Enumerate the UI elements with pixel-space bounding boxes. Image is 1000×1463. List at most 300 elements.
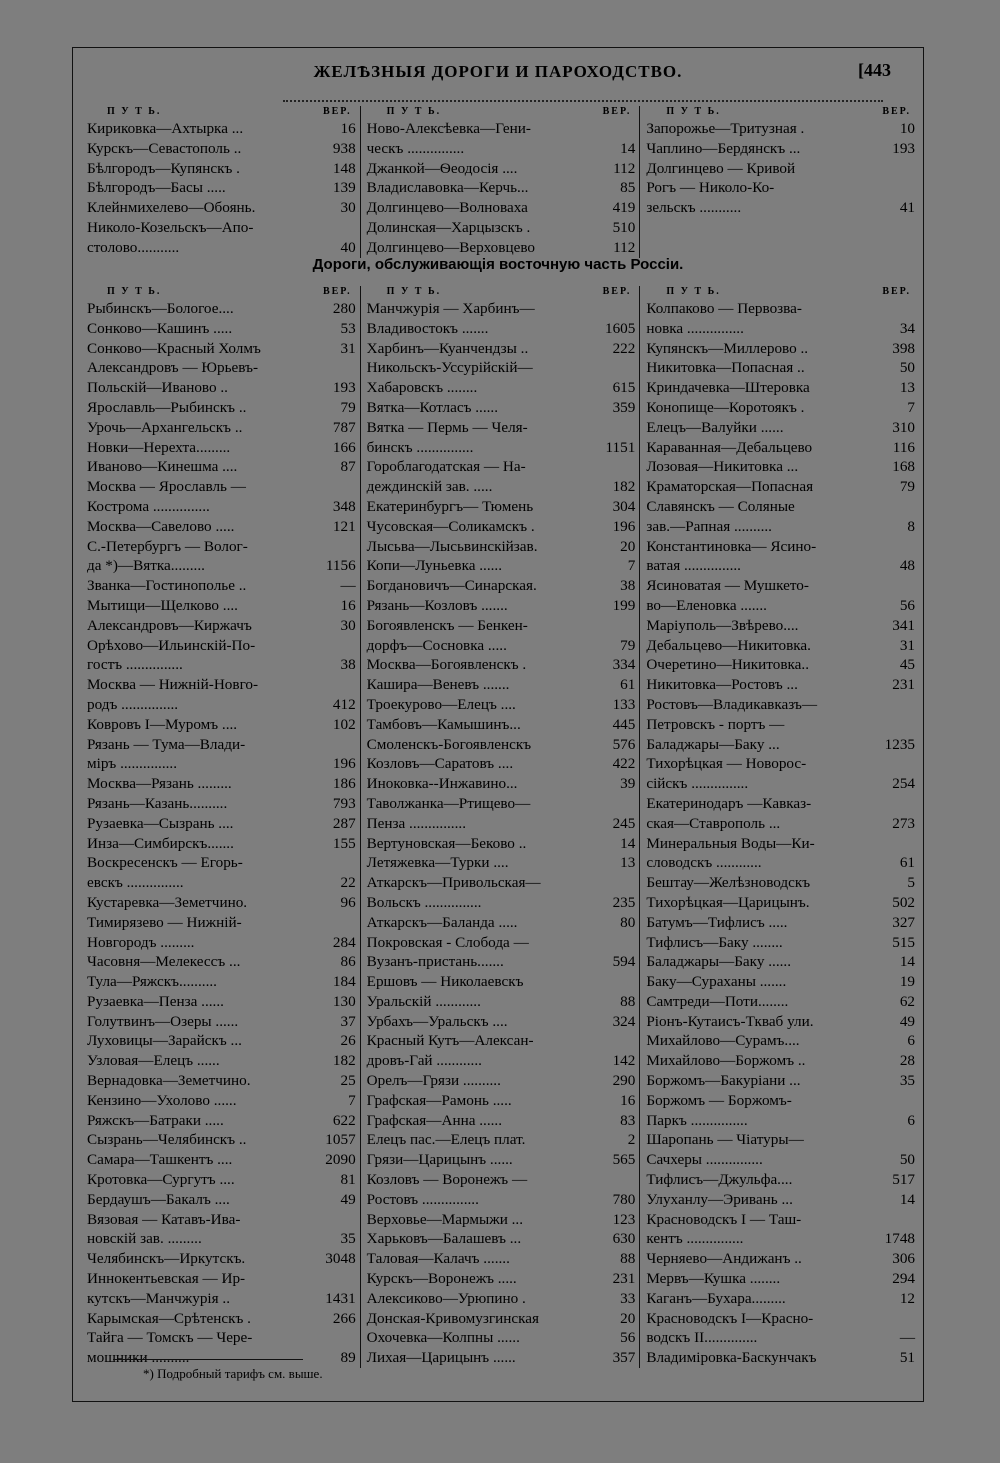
route-distance: 20 (620, 537, 636, 555)
route-entry (367, 655, 636, 675)
route-name: Константиновка— Ясино- ватая ............... (646, 537, 817, 575)
route-distance: 16 (340, 120, 356, 137)
route-distance: 6 (907, 1111, 916, 1129)
route-entry (646, 675, 915, 695)
route-name: Михайлово—Сурамъ.... (646, 1032, 800, 1050)
route-header-label: П У Т Ь. (107, 106, 162, 117)
route-entry (87, 398, 356, 418)
route-entry (87, 735, 356, 775)
route-name: Екатеринодаръ —Кавказ- ская—Ставрополь ... (646, 794, 812, 832)
route-name: Тула—Ряжскъ.......... (87, 973, 217, 991)
column-header (646, 286, 915, 299)
route-entry (87, 1051, 356, 1071)
route-name: Никольскъ-Уссурійскій— Хабаровскъ ........ (366, 359, 533, 397)
column-header (87, 106, 356, 119)
route-entry (367, 1130, 636, 1150)
route-distance: 254 (892, 775, 916, 793)
route-name: Александровъ — Юрьевъ- Польскій—Иваново .. (87, 359, 258, 397)
route-distance: 565 (612, 1151, 636, 1169)
route-distance: 79 (620, 636, 636, 654)
route-name: Сызрань—Челябинскъ .. (87, 1131, 247, 1149)
route-distance: 334 (612, 656, 636, 674)
route-entry (646, 754, 915, 794)
route-distance: 266 (332, 1309, 356, 1327)
route-distance: 34 (899, 319, 916, 337)
route-distance: 16 (340, 596, 356, 614)
route-entry (646, 655, 915, 675)
route-name: Красноводскъ I—Красно- водскъ II.............. (646, 1309, 814, 1347)
route-entry (367, 1269, 636, 1289)
route-distance: 938 (332, 139, 356, 157)
route-entry (646, 834, 915, 874)
route-entry (367, 853, 636, 873)
route-name: Ярославль—Рыбинскъ .. (87, 398, 247, 416)
route-entry (646, 339, 915, 359)
route-entry (367, 616, 636, 656)
route-name: Карымская—Срѣтенскъ . (87, 1309, 251, 1327)
route-name: Сонково—Красный Холмъ (87, 339, 261, 357)
route-distance: 1605 (604, 319, 636, 337)
route-distance: 121 (332, 517, 356, 535)
route-name: Сонково—Кашинъ ..... (87, 319, 233, 337)
route-name: Рязань—Казань.......... (87, 794, 228, 812)
route-entry (87, 1170, 356, 1190)
route-distance: 193 (332, 379, 356, 397)
route-distance: 14 (899, 1190, 916, 1208)
route-distance: 3048 (325, 1250, 356, 1268)
route-name: Николо-Козельскъ—Апо- столово........... (87, 218, 254, 256)
route-distance: 324 (612, 1012, 636, 1030)
route-distance: 1156 (325, 557, 356, 575)
route-distance: 40 (340, 238, 356, 256)
route-entry (87, 1031, 356, 1051)
route-name: Рузаевка—Сызрань .... (87, 814, 234, 832)
route-entry (646, 1031, 915, 1051)
route-entry (367, 754, 636, 774)
route-name: Козловъ—Саратовъ .... (366, 755, 514, 773)
route-distance: 348 (332, 497, 356, 515)
route-entry (87, 1071, 356, 1091)
route-distance: 37 (340, 1012, 356, 1030)
section-subtitle: Дороги, обслуживающія восточную часть Россіи. (312, 256, 684, 273)
route-entry (646, 794, 915, 834)
section-southern-routes (81, 106, 919, 258)
route-name: Тихорѣцкая—Царицынъ. (646, 893, 810, 911)
route-distance: 422 (612, 755, 636, 773)
route-name: Летяжевка—Турки .... (366, 854, 509, 872)
route-entry (367, 159, 636, 179)
route-entry (367, 715, 636, 735)
route-entry (646, 1091, 915, 1131)
route-entry (87, 794, 356, 814)
route-distance: 517 (892, 1171, 916, 1189)
route-name: Аткарскъ—Баланда ..... (366, 913, 518, 931)
route-entry (367, 1309, 636, 1329)
route-distance: 14 (899, 953, 916, 971)
route-entry (367, 1031, 636, 1071)
route-name: Курскъ—Севастополь .. (87, 139, 242, 157)
route-entry (87, 675, 356, 715)
route-name: Тихорѣцкая — Новорос- сійскъ ............... (646, 755, 807, 793)
route-entry (646, 1012, 915, 1032)
route-name: Москва — Ярославль — Кострома ............... (87, 478, 246, 515)
route-distance: 49 (340, 1190, 356, 1208)
route-name: Самара—Ташкентъ .... (87, 1151, 233, 1169)
route-distance: 341 (892, 616, 916, 634)
header-ornament (283, 90, 883, 102)
section-eastern-routes (81, 286, 919, 1368)
route-distance: 306 (892, 1250, 916, 1268)
route-entry (646, 378, 915, 398)
route-name: Голутвинъ—Озеры ...... (87, 1012, 239, 1030)
route-name: Москва—Богоявленскъ . (366, 656, 527, 674)
route-name: Лысьва—Лысьвинскійзав. (366, 537, 538, 555)
route-entry (87, 913, 356, 953)
route-name: Рязань — Тума—Влади- міръ ............... (87, 735, 246, 773)
route-entry (87, 774, 356, 794)
route-distance: 793 (332, 794, 356, 812)
route-name: Конопище—Коротоякъ . (646, 398, 805, 416)
column-header (367, 106, 636, 119)
route-name: Чаплино—Бердянскъ ... (646, 139, 801, 157)
route-entry (646, 537, 915, 577)
route-distance: 1748 (884, 1230, 916, 1248)
route-entry (646, 1249, 915, 1269)
route-entry (646, 418, 915, 438)
route-header-label: П У Т Ь. (107, 286, 162, 297)
route-distance: 1431 (325, 1289, 356, 1307)
route-name: Долгинцево — Кривой Рогъ — Николо-Ко- зельскъ ........... (646, 159, 796, 217)
route-name: Джанкой—Ѳеодосія .... (366, 159, 518, 177)
route-name: Ново-Алексѣевка—Гени- ческъ ............... (366, 120, 531, 157)
route-entry (87, 715, 356, 735)
route-distance: 14 (620, 139, 636, 157)
route-entry (646, 477, 915, 497)
route-distance: 116 (892, 438, 916, 456)
route-name: Охочевка—Колпны ...... (366, 1329, 520, 1347)
route-name: Караванная—Дебальцево (646, 438, 813, 456)
column-header (87, 286, 356, 299)
route-name: Каганъ—Бухара......... (646, 1289, 786, 1307)
route-distance: 35 (340, 1230, 356, 1248)
route-name: Кротовка—Сургутъ .... (87, 1171, 235, 1189)
route-entry (87, 438, 356, 458)
route-distance: 61 (620, 676, 636, 694)
route-distance: 38 (340, 656, 356, 674)
route-name: Иннокентьевская — Ир- кутскъ—Манчжурія .. (87, 1270, 246, 1307)
route-name: Рыбинскъ—Бологое.... (87, 300, 234, 317)
route-column (361, 106, 641, 258)
route-distance: 26 (340, 1032, 356, 1050)
route-entry (87, 1150, 356, 1170)
route-entry (87, 1091, 356, 1111)
route-name: Купянскъ—Миллерово .. (646, 339, 809, 357)
route-entry (87, 1269, 356, 1309)
route-distance: 25 (340, 1072, 356, 1090)
route-distance: 50 (899, 1151, 916, 1169)
route-name: Шаропань — Чіатуры— Сачхеры ............... (646, 1131, 804, 1169)
route-name: Запорожье—Тритузная . (646, 120, 805, 137)
route-entry (646, 913, 915, 933)
route-entry (87, 218, 356, 258)
route-distance: 199 (612, 596, 636, 614)
route-name: Инза—Симбирскъ....... (87, 834, 234, 852)
route-entry (367, 497, 636, 517)
versts-header-label: ВЕР. (602, 106, 632, 117)
route-distance: 112 (613, 159, 636, 177)
route-entry (87, 853, 356, 893)
route-entry (87, 972, 356, 992)
route-name: Урочь—Архангельскъ .. (87, 418, 243, 436)
route-entry (646, 1289, 915, 1309)
route-distance: 142 (612, 1052, 636, 1070)
route-entry (646, 1309, 915, 1349)
route-name: Званка—Гостинополье .. (87, 577, 247, 595)
versts-header-label: ВЕР. (322, 286, 352, 297)
page-header (73, 56, 923, 86)
versts-header-label: ВЕР. (602, 286, 632, 297)
route-entry (646, 1269, 915, 1289)
route-name: Чусовская—Соликамскъ . (366, 517, 535, 535)
route-distance: 594 (612, 953, 636, 971)
route-entry (87, 319, 356, 339)
route-distance: 62 (899, 992, 916, 1010)
route-entry (646, 299, 915, 339)
route-entry (367, 596, 636, 616)
route-distance: 61 (899, 854, 916, 872)
route-distance: 235 (612, 893, 636, 911)
route-entry (87, 992, 356, 1012)
route-distance: 49 (899, 1012, 916, 1030)
route-name: Долгинцево—Волноваха (366, 199, 528, 217)
route-entry (646, 616, 915, 636)
route-name: Тимирязево — Нижній- Новгородъ ......... (87, 913, 242, 951)
route-name: Батумъ—Тифлисъ ..... (646, 913, 788, 931)
route-distance: 398 (892, 339, 916, 357)
route-column (640, 286, 919, 1368)
route-entry (367, 695, 636, 715)
route-column (81, 286, 361, 1368)
route-distance: 294 (892, 1270, 916, 1288)
route-distance: 280 (332, 300, 356, 317)
route-name: Кашира—Веневъ ....... (366, 676, 510, 694)
route-entry (367, 556, 636, 576)
route-name: Гороблагодатская — На- деждинскій зав. ..... (366, 458, 526, 496)
route-entry (367, 1289, 636, 1309)
route-name: Бештау—Желѣзноводскъ (646, 874, 811, 892)
route-distance: 123 (612, 1210, 636, 1228)
route-entry (646, 1051, 915, 1071)
route-distance: 80 (620, 913, 636, 931)
route-distance: 8 (907, 517, 916, 535)
route-entry (87, 119, 356, 139)
route-name: Копи—Луньевка ...... (366, 557, 503, 575)
route-distance: 35 (899, 1072, 916, 1090)
route-distance: 5 (907, 874, 916, 892)
route-distance: 273 (892, 814, 916, 832)
route-name: Вернадовка—Земетчино. (87, 1072, 251, 1090)
route-name: Урбахъ—Уральскъ .... (366, 1012, 508, 1030)
route-distance: 85 (620, 179, 636, 197)
route-distance: 12 (899, 1289, 916, 1307)
route-entry (367, 398, 636, 418)
route-name: Красноводскъ I — Таш- кентъ ............... (646, 1210, 802, 1248)
route-distance: 41 (899, 199, 916, 217)
route-distance: 1057 (325, 1131, 356, 1149)
route-name: Часовня—Мелекессъ ... (87, 953, 241, 971)
route-distance: 359 (612, 398, 636, 416)
route-distance: 13 (620, 854, 636, 872)
route-distance: 284 (332, 933, 356, 951)
route-distance: 357 (612, 1349, 636, 1367)
route-distance: 112 (613, 238, 636, 256)
route-distance: 50 (899, 359, 916, 377)
route-entry (87, 616, 356, 636)
route-name: Колпаково — Первозва- новка ............... (646, 300, 802, 337)
route-distance: 56 (899, 596, 916, 614)
route-name: Ріонъ-Кутаисъ-Ткваб ули. (646, 1012, 814, 1030)
route-entry (367, 517, 636, 537)
route-distance: 88 (620, 992, 636, 1010)
route-name: Клейнмихелево—Обоянь. (87, 199, 256, 217)
route-distance: 7 (907, 398, 916, 416)
route-entry (367, 178, 636, 198)
route-name: Маріуполь—Звѣрево.... (646, 616, 799, 634)
route-entry (367, 1328, 636, 1348)
route-distance: 30 (340, 616, 356, 634)
route-entry (646, 358, 915, 378)
route-entry (367, 933, 636, 973)
route-name: Курскъ—Воронежъ ..... (366, 1270, 517, 1288)
route-distance: 222 (612, 339, 636, 357)
route-name: Никитовка—Ростовъ ... (646, 676, 798, 694)
route-name: Верховье—Мармыжи ... (366, 1210, 524, 1228)
route-entry (367, 1071, 636, 1091)
route-name: Тифлисъ—Джульфа.... (646, 1171, 793, 1189)
route-name: Иноковка--Инжавино... (366, 775, 518, 793)
route-entry (87, 339, 356, 359)
route-distance: 48 (899, 557, 916, 575)
route-entry (646, 1130, 915, 1170)
route-entry (646, 933, 915, 953)
route-distance: 87 (340, 458, 356, 476)
route-distance: 31 (340, 339, 356, 357)
route-distance: 79 (340, 398, 356, 416)
route-name: Рязань—Козловъ ....... (366, 596, 508, 614)
route-distance: 445 (612, 715, 636, 733)
route-column (81, 106, 361, 258)
route-name: Москва — Нижній-Новго- родъ ............... (87, 676, 259, 713)
route-entry (367, 1012, 636, 1032)
route-distance: 96 (340, 893, 356, 911)
route-entry (646, 398, 915, 418)
route-name: Елецъ—Валуйки ...... (646, 418, 784, 436)
footnote-rule (113, 1359, 303, 1360)
route-entry (646, 497, 915, 537)
route-name: Харьковъ—Балашевъ ... (366, 1230, 522, 1248)
route-distance: 45 (899, 656, 916, 674)
route-entry (87, 418, 356, 438)
route-entry (646, 893, 915, 913)
route-name: Смоленскъ-Богоявленскъ (366, 735, 532, 753)
route-entry (646, 992, 915, 1012)
route-distance: 502 (892, 893, 916, 911)
route-distance: 412 (332, 695, 356, 713)
route-distance: 1235 (884, 735, 916, 753)
route-entry (646, 873, 915, 893)
route-distance: 53 (340, 319, 356, 337)
route-entry (87, 1210, 356, 1250)
route-entry (367, 675, 636, 695)
route-name: Улуханлу—Эривань ... (646, 1190, 793, 1208)
route-distance: 780 (612, 1190, 636, 1208)
route-distance: 2090 (325, 1151, 356, 1169)
route-entry (87, 1111, 356, 1131)
route-name: Бѣлгородъ—Купянскъ . (87, 159, 240, 177)
versts-header-label: ВЕР. (882, 286, 912, 297)
route-name: Орелъ—Грязи .......... (366, 1072, 501, 1090)
route-entry (367, 457, 636, 497)
route-entry (87, 834, 356, 854)
route-name: Богоявленскъ — Бенкен- дорфъ—Сосновка ..... (366, 616, 528, 654)
route-entry (367, 972, 636, 1012)
route-entry (646, 139, 915, 159)
route-header-label: П У Т Ь. (386, 106, 442, 117)
route-entry (87, 178, 356, 198)
route-name: Узловая—Елецъ ...... (87, 1052, 220, 1070)
route-name: Таловая—Калачъ ....... (366, 1250, 510, 1268)
route-entry (646, 952, 915, 972)
route-name: Ясиноватая — Мушкето- во—Еленовка ....... (646, 577, 809, 614)
route-distance: 7 (348, 1091, 356, 1109)
route-distance: 245 (612, 814, 636, 832)
versts-header-label: ВЕР. (882, 106, 912, 117)
route-entry (367, 198, 636, 218)
route-distance: 28 (899, 1052, 916, 1070)
route-name: Бѣлгородъ—Басы ..... (87, 179, 226, 197)
route-entry (87, 1190, 356, 1210)
route-entry (367, 1150, 636, 1170)
route-entry (367, 1091, 636, 1111)
route-entry (367, 1348, 636, 1368)
route-entry (367, 1111, 636, 1131)
route-name: Боржомъ — Боржомъ- Паркъ ............... (646, 1091, 792, 1129)
route-name: Харбинъ—Куанчендзы .. (366, 339, 529, 357)
route-entry (87, 159, 356, 179)
route-name: Троекурово—Елецъ .... (366, 695, 516, 713)
route-name: Боржомъ—Бакуріани ... (646, 1072, 801, 1090)
route-name: Бердаушъ—Бакалъ .... (87, 1190, 230, 1208)
route-entry (646, 576, 915, 616)
route-distance: 304 (612, 497, 636, 515)
route-name: Манчжурія — Харбинъ— Владивостокъ ....... (366, 300, 535, 337)
route-distance: 14 (620, 834, 636, 852)
route-distance: 20 (620, 1309, 636, 1327)
route-name: Михайлово—Боржомъ .. (646, 1052, 806, 1070)
route-name: Минеральныя Воды—Ки- словодскъ ............ (646, 834, 815, 872)
route-name: Кензино—Ухолово ...... (87, 1091, 237, 1109)
route-name: Ковровъ I—Муромъ .... (87, 715, 238, 733)
route-name: Мервъ—Кушка ........ (646, 1270, 781, 1288)
route-name: Тифлисъ—Баку ........ (646, 933, 783, 951)
route-distance: 515 (892, 933, 916, 951)
route-name: Красный Кутъ—Алексан- дровъ-Гай ............ (366, 1032, 534, 1070)
route-distance: 182 (612, 478, 636, 496)
route-entry (367, 339, 636, 359)
route-entry (367, 1249, 636, 1269)
route-entry (367, 218, 636, 238)
route-name: Никитовка—Попасная .. (646, 359, 805, 377)
